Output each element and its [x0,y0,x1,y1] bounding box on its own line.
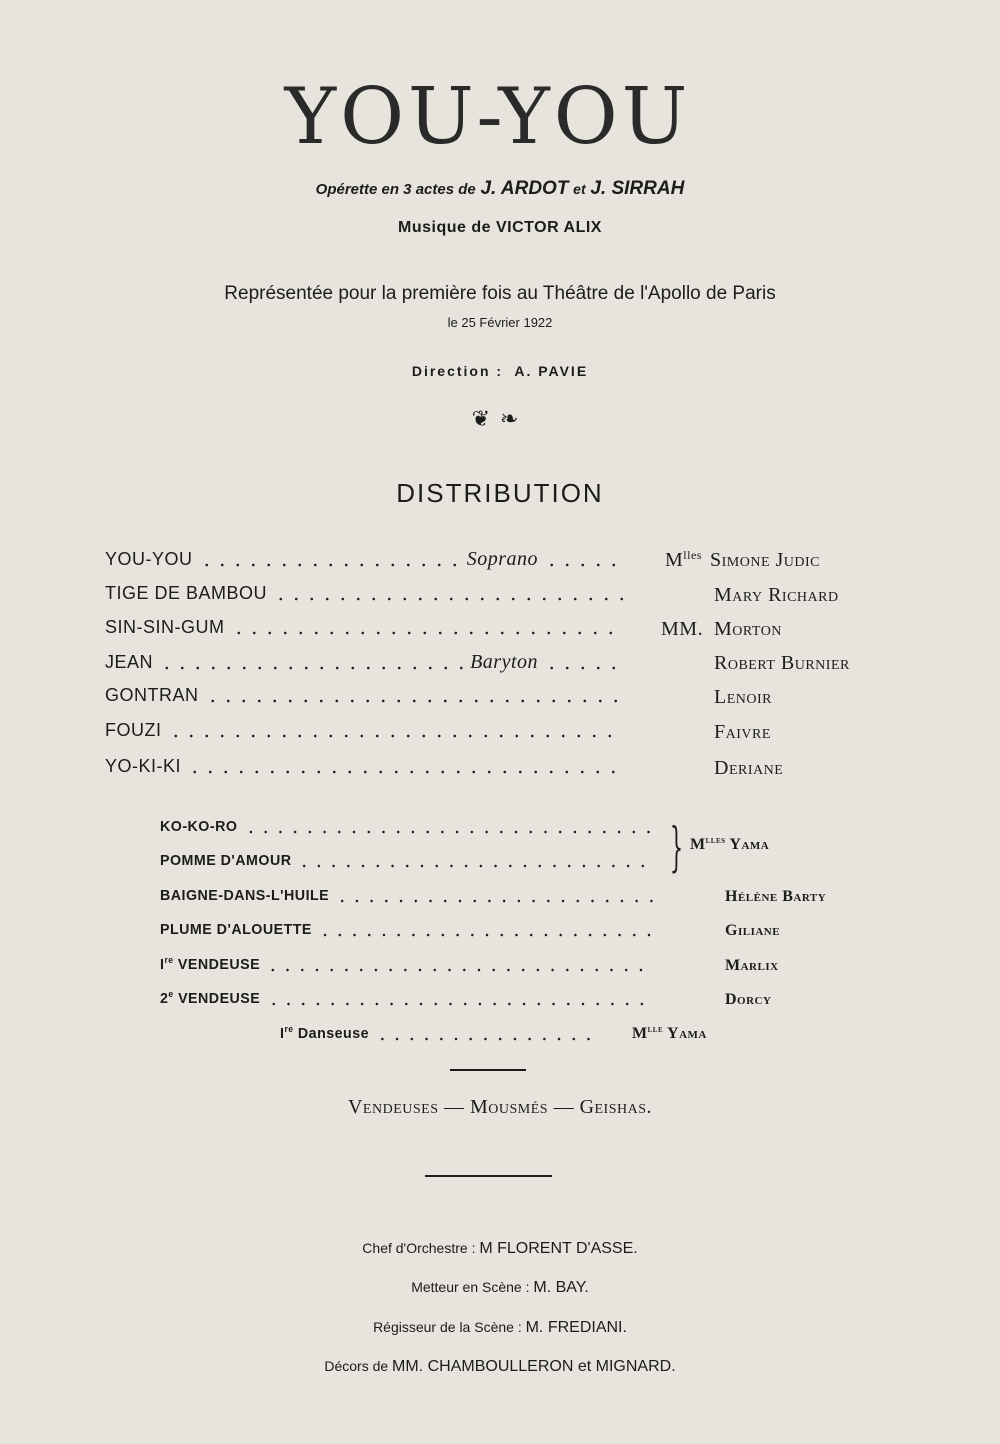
role-name: POMME D'AMOUR [160,852,292,869]
actor-name: Faivre [714,721,771,743]
cast-row [105,548,630,571]
actor-prefix: $M^{lles}$ [665,548,702,571]
direction: Direction : A. PAVIE [411,363,589,379]
dot-leader [168,734,625,738]
role-name: KO-KO-RO [160,818,238,835]
credit-label: Régisseur de la Scène : [373,1319,522,1335]
cast-row [160,921,659,938]
ornament-icon: ❦❧ [471,406,529,431]
distribution-heading: DISTRIBUTION [396,478,604,508]
divider [425,1175,552,1177]
actor-name: Hélène Barty [725,888,827,905]
credit-label: Metteur en Scène : [411,1279,530,1295]
dot-leader [273,597,624,601]
subtitle [0,178,1000,200]
voice-type: Soprano [466,548,538,570]
credit-label: Chef d'Orchestre : [362,1240,476,1256]
cast-row [105,583,630,604]
divider [450,1069,526,1071]
actor-name: Mary Richard [714,584,839,606]
credit-value: M. BAY. [533,1279,589,1296]
author-2: J. SIRRAH [590,178,685,199]
dot-leader [243,830,653,834]
play-title: YOU-YOU [284,72,692,162]
dot-leader [266,1002,653,1006]
dot-leader [159,666,464,670]
subtitle-conj: et [573,181,586,197]
dancer-row [280,1025,598,1042]
credit-label: Décors de [324,1358,389,1374]
role-name: SIN-SIN-GUM [105,617,225,637]
dot-leader [266,968,653,972]
actor-name: Simone Judic [710,549,821,571]
actor-name: Giliane [725,922,781,939]
cast-row [105,685,630,706]
credit-line [0,1279,1000,1297]
credit-value: M FLORENT D'ASSE. [479,1240,638,1257]
credit-line [0,1319,1000,1337]
dot-leader [318,933,653,937]
cast-row [105,651,630,674]
role-name: Ire VENDEUSE [160,955,261,973]
actor-name: Lenoir [714,686,772,708]
actor-name: Dorcy [725,991,772,1008]
cast-row [105,756,630,777]
chorus: Vendeuses — Mousmés — Geishas. [347,1096,653,1118]
actor-name: Deriane [714,757,784,779]
dancer-actor: $M^{lle}$ Yama [632,1024,707,1042]
credit-value: M. FREDIANI. [525,1319,627,1336]
author-1: J. ARDOT [480,178,569,199]
dot-leader [335,899,653,903]
dot-leader [205,699,625,703]
dot-leader [544,563,624,567]
role-name: YOU-YOU [105,549,193,569]
role-name: FOUZI [105,720,162,740]
cast-row [160,990,659,1007]
premiere-date: le 25 Février 1922 [447,315,553,330]
dancer-role: Ire Danseuse [280,1024,370,1042]
cast-row [160,956,659,973]
cast-row [105,617,630,638]
actor-name: Morton [714,618,782,640]
credit-line [0,1358,1000,1376]
cast-row [160,818,659,835]
subtitle-prefix: Opérette en 3 actes de [315,181,476,198]
role-name: 2e VENDEUSE [160,989,261,1007]
cast-row [105,720,630,741]
actor-name: Marlix [725,957,779,974]
dot-leader [187,770,624,774]
actor-name: Robert Burnier [714,652,850,674]
music-credit: Musique de VICTOR ALIX [398,219,602,236]
credit-line [0,1240,1000,1258]
voice-type: Baryton [470,651,538,673]
premiere-line: Représentée pour la première fois au Théâtre de l'Apollo de Paris [224,283,776,304]
role-name: TIGE DE BAMBOU [105,583,268,603]
role-name: JEAN [105,652,154,672]
role-name: YO-KI-KI [105,756,182,776]
credit-value: MM. CHAMBOULLERON et MIGNARD. [392,1358,676,1375]
bracket-actor: $M^{lles}$ Yama [690,835,770,853]
dot-leader [231,631,625,635]
cast-row [160,852,659,869]
dot-leader [544,666,624,670]
role-name: BAIGNE-DANS-L'HUILE [160,887,330,904]
cast-row [160,887,659,904]
dot-leader [199,563,461,567]
role-name: GONTRAN [105,685,199,705]
actor-prefix: MM. [661,618,704,640]
bracket: } [669,818,684,878]
dot-leader [297,864,653,868]
role-name: PLUME D'ALOUETTE [160,921,312,938]
dot-leader [375,1037,593,1041]
